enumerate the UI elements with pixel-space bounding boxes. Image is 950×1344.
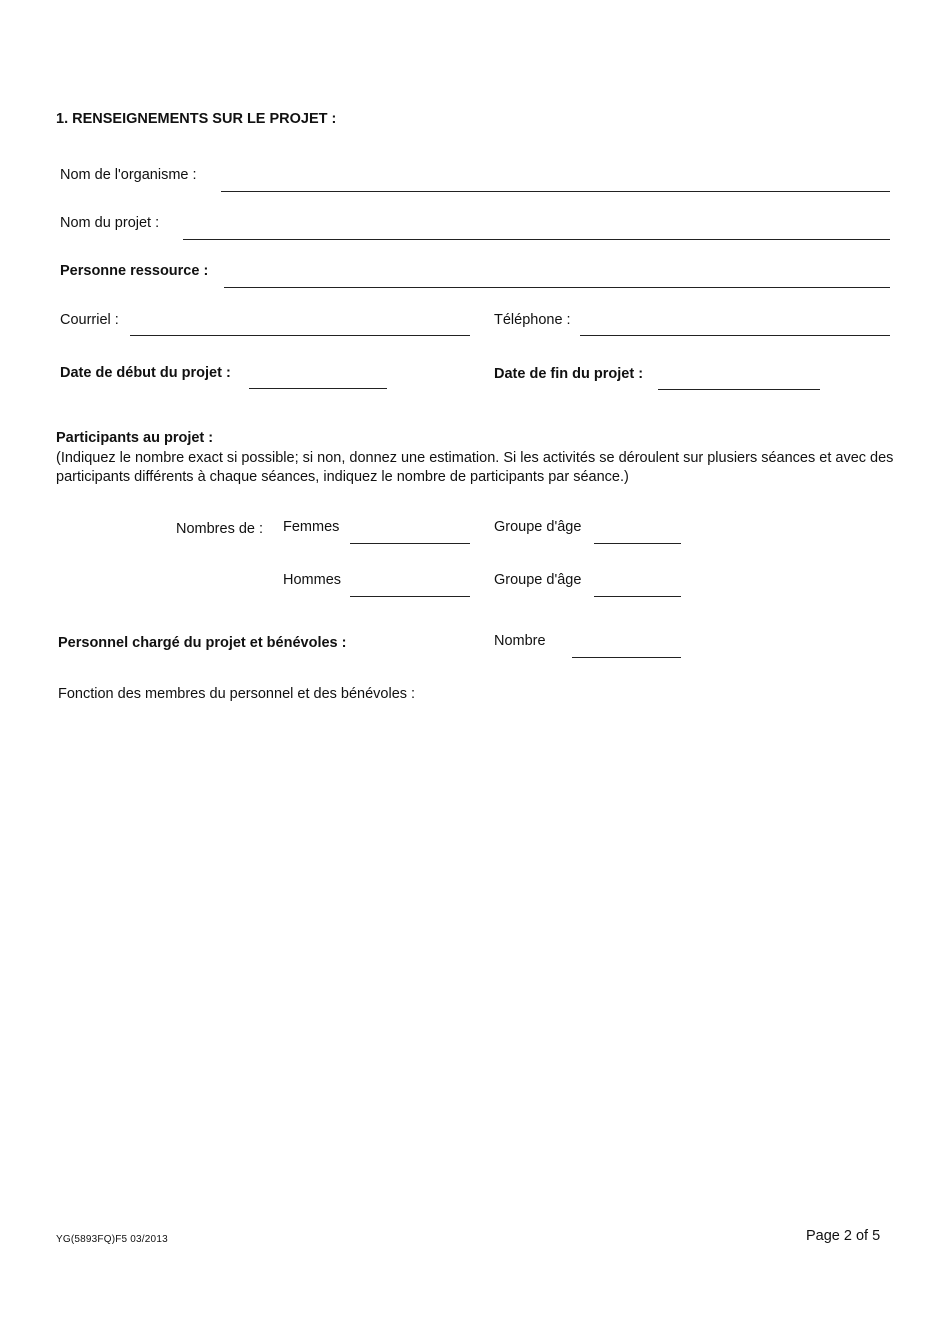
date-debut-underline	[249, 388, 387, 389]
groupe-age-femmes-field[interactable]	[594, 522, 681, 544]
telephone-label: Téléphone :	[494, 312, 571, 328]
personne-underline	[224, 287, 890, 288]
groupe-age-hommes-label: Groupe d'âge	[494, 572, 582, 588]
femmes-underline	[350, 543, 470, 544]
personnel-heading: Personnel chargé du projet et bénévoles :	[58, 635, 347, 651]
groupe-age-hommes-field[interactable]	[594, 575, 681, 597]
form-code: YG(5893FQ)F5 03/2013	[56, 1234, 168, 1245]
nombre-field[interactable]	[572, 636, 681, 658]
personne-field[interactable]	[224, 266, 890, 288]
fonction-field[interactable]	[58, 710, 890, 1190]
groupe-age-hommes-underline	[594, 596, 681, 597]
participants-instructions: (Indiquez le nombre exact si possible; si non, donnez une estimation. Si les activités se déroulent sur plusiers séances et avec des participants différents à chaque séances, indiquez le nombre de participants par séance.)	[56, 450, 894, 485]
telephone-field[interactable]	[580, 314, 890, 336]
hommes-label: Hommes	[283, 572, 342, 588]
telephone-underline	[580, 335, 890, 336]
courriel-field[interactable]	[130, 314, 470, 336]
courriel-label: Courriel :	[60, 312, 119, 328]
section-title: 1. RENSEIGNEMENTS SUR LE PROJET :	[56, 111, 337, 127]
personne-label: Personne ressource :	[60, 263, 209, 279]
groupe-age-femmes-underline	[594, 543, 681, 544]
projet-field[interactable]	[183, 218, 890, 240]
organisme-label: Nom de l'organisme :	[60, 167, 197, 183]
organisme-underline	[221, 191, 890, 192]
participants-heading: Participants au projet :	[56, 430, 214, 446]
date-fin-label: Date de fin du projet :	[494, 366, 644, 382]
hommes-underline	[350, 596, 470, 597]
nombre-underline	[572, 657, 681, 658]
projet-underline	[183, 239, 890, 240]
groupe-age-femmes-label: Groupe d'âge	[494, 519, 582, 535]
nombre-label: Nombre	[494, 633, 546, 649]
page-number: Page 2 of 5	[806, 1228, 881, 1244]
nombres-de-label: Nombres de :	[176, 521, 264, 537]
fonction-label: Fonction des membres du personnel et des bénévoles :	[58, 686, 416, 702]
organisme-field[interactable]	[221, 170, 890, 192]
projet-label: Nom du projet :	[60, 215, 160, 231]
date-debut-field[interactable]	[249, 367, 387, 389]
femmes-field[interactable]	[350, 522, 470, 544]
date-fin-field[interactable]	[658, 368, 820, 390]
courriel-underline	[130, 335, 470, 336]
date-debut-label: Date de début du projet :	[60, 365, 231, 381]
date-fin-underline	[658, 389, 820, 390]
hommes-field[interactable]	[350, 575, 470, 597]
femmes-label: Femmes	[283, 519, 340, 535]
